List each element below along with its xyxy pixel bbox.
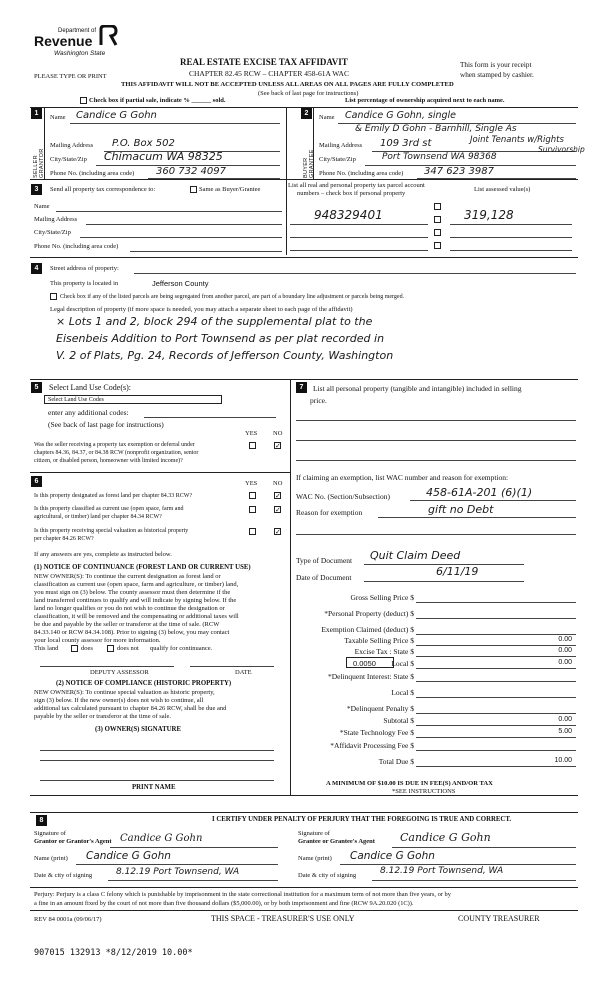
fee-value[interactable]: 0.00 bbox=[558, 647, 572, 654]
additional-codes-label: enter any additional codes: bbox=[48, 408, 129, 417]
fee-label: Subtotal $ bbox=[383, 716, 414, 725]
continuance-4: land transferred continues to qualify and will indicate by signing below. If the bbox=[34, 597, 237, 604]
receipt-line-1: This form is your receipt bbox=[460, 61, 532, 69]
logo-dept: Department of bbox=[58, 28, 97, 34]
fee-label: Local $ bbox=[391, 659, 414, 668]
grantor-sig-label-2: Grantor or Grantor's Agent bbox=[34, 838, 112, 845]
wac-label: WAC No. (Section/Subsection) bbox=[296, 492, 390, 501]
land-use-select[interactable]: Select Land Use Codes bbox=[44, 395, 222, 404]
see-back: (See back of last page for instructions) bbox=[258, 90, 359, 97]
continuance-8: 84.33.140 or RCW 84.34.108). Prior to signing (3) below, you may contact bbox=[34, 629, 230, 636]
section-5-number: 5 bbox=[31, 382, 42, 393]
seller-phone-field[interactable]: 360 732 4097 bbox=[156, 166, 226, 177]
logo-revenue: Revenue bbox=[34, 33, 93, 49]
s6-q3-no-checkbox[interactable]: ✓ bbox=[275, 528, 281, 536]
corr-city-label: City/State/Zip bbox=[34, 229, 71, 236]
county-treasurer: COUNTY TREASURER bbox=[458, 914, 540, 923]
historic-3: additional tax calculated pursuant to chapter 84.26 RCW, shall be due and bbox=[34, 705, 227, 712]
located-in-label: This property is located in bbox=[50, 280, 119, 287]
legal-description-line-3[interactable]: V. 2 of Plats, Pg. 24, Records of Jefferson County, Washington bbox=[56, 349, 394, 362]
s5-q1-yes-checkbox[interactable] bbox=[249, 442, 256, 449]
s5-q1c: citizen, or disabled person, homeowner with limited income)? bbox=[34, 458, 183, 464]
receipt-line-2: when stamped by cashier. bbox=[460, 71, 534, 79]
buyer-city-field[interactable]: Port Townsend WA 98368 bbox=[382, 152, 497, 162]
historic-1: NEW OWNER(S): To continue special valuation as historic property, bbox=[34, 689, 215, 696]
exemption-claim-label: If claiming an exemption, list WAC number and reason for exemption: bbox=[296, 473, 509, 482]
land-does-not-label: does not bbox=[117, 645, 139, 652]
land-use-see-back: (See back of last page for instructions) bbox=[48, 420, 164, 429]
fee-label: *Delinquent Interest: State $ bbox=[327, 672, 414, 681]
buyer-mailing-label: Mailing Address bbox=[319, 142, 363, 149]
assessed-value-field[interactable]: 319,128 bbox=[464, 208, 514, 222]
segregated-checkbox[interactable] bbox=[50, 293, 57, 300]
land-does-label: does bbox=[81, 645, 93, 652]
seller-city-label: City/State/Zip bbox=[50, 156, 87, 163]
grantee-name-label: Name (print) bbox=[298, 855, 332, 862]
s6-q2-yes-checkbox[interactable] bbox=[249, 506, 256, 513]
s6-q1: Is this property designated as forest land per chapter 84.33 RCW? bbox=[34, 493, 193, 499]
partial-sale-checkbox[interactable] bbox=[80, 97, 87, 104]
section-6-number: 6 bbox=[31, 476, 42, 487]
section-2-number: 2 bbox=[301, 108, 312, 119]
fee-label: Total Due $ bbox=[378, 757, 414, 766]
minimum-due: A MINIMUM OF $10.00 IS DUE IN FEE(S) AND/OR TAX bbox=[326, 780, 493, 787]
section-1-number: 1 bbox=[31, 108, 42, 119]
s6-q3b: per chapter 84.26 RCW? bbox=[34, 536, 94, 542]
continuance-3: you must sign on (3) below. The county assessor must then determine if the bbox=[34, 589, 231, 596]
parcel-number-field[interactable]: 948329401 bbox=[314, 208, 383, 222]
grantor-name-label: Name (print) bbox=[34, 855, 68, 862]
grantee-date-label: Date & city of signing bbox=[298, 872, 357, 879]
fee-label: Local $ bbox=[391, 688, 414, 697]
s5-no-header: NO bbox=[273, 430, 283, 437]
personal-property-label-2: price. bbox=[310, 396, 327, 405]
buyer-city-label: City/State/Zip bbox=[319, 156, 356, 163]
form-title: REAL ESTATE EXCISE TAX AFFIDAVIT bbox=[180, 57, 348, 67]
fee-value[interactable]: 10.00 bbox=[554, 757, 572, 764]
deputy-assessor: DEPUTY ASSESSOR bbox=[90, 669, 149, 676]
section-4-number: 4 bbox=[31, 263, 42, 274]
seller-mailing-label: Mailing Address bbox=[50, 142, 94, 149]
s5-q1b: chapters 84.36, 84.37, or 84.38 RCW (nonprofit organization, senior bbox=[34, 450, 199, 456]
s5-yes-header: YES bbox=[245, 430, 258, 437]
cashier-stamp: 907015 132913 *8/12/2019 10.00* bbox=[34, 948, 193, 958]
treasurer-space: THIS SPACE - TREASURER'S USE ONLY bbox=[211, 914, 355, 923]
buyer-phone-label: Phone No. (including area code) bbox=[319, 170, 404, 177]
doc-date-label: Date of Document bbox=[296, 573, 352, 582]
section-7-number: 7 bbox=[296, 382, 307, 393]
s6-q1-yes-checkbox[interactable] bbox=[249, 492, 256, 499]
historic-title: (2) NOTICE OF COMPLIANCE (HISTORIC PROPERTY) bbox=[56, 680, 232, 687]
corr-phone-label: Phone No. (including area code) bbox=[34, 243, 119, 250]
grantee-signature[interactable]: Candice G Gohn bbox=[400, 831, 491, 844]
grantor-name-field[interactable]: Candice G Gohn bbox=[86, 850, 171, 862]
fee-label: Exemption Claimed (deduct) $ bbox=[321, 625, 414, 634]
continuance-6: classification, it will be removed and the compensating or additional taxes will bbox=[34, 613, 239, 620]
land-does-checkbox[interactable] bbox=[71, 645, 78, 652]
seller-phone-label: Phone No. (including area code) bbox=[50, 170, 135, 177]
seller-mailing-field[interactable]: P.O. Box 502 bbox=[112, 138, 175, 149]
doc-type-field[interactable]: Quit Claim Deed bbox=[370, 549, 461, 562]
perjury-line-2: a fine in an amount fixed by the court of not more than five thousand dollars ($5,000.00), or by both imprisonment and fine (RCW 9A.20.020 (1C)). bbox=[34, 900, 414, 907]
parcel-head-1: List all real and personal property tax parcel account bbox=[288, 182, 425, 189]
local-rate-box[interactable]: 0.0050 bbox=[346, 657, 394, 668]
buyer-side-label: BUYER GRANTEE bbox=[303, 149, 315, 178]
section-3-number: 3 bbox=[31, 184, 42, 195]
print-note: PLEASE TYPE OR PRINT bbox=[34, 73, 107, 80]
parcel-head-2: numbers – check box if personal property bbox=[297, 190, 406, 197]
form-warning: THIS AFFIDAVIT WILL NOT BE ACCEPTED UNLESS ALL AREAS ON ALL PAGES ARE FULLY COMPLETED bbox=[121, 81, 454, 88]
corr-name-label: Name bbox=[34, 203, 50, 210]
personal-property-checkbox-3[interactable] bbox=[434, 229, 441, 236]
s6-q2a: Is this property classified as current use (open space, farm and bbox=[34, 506, 184, 512]
seller-side-label: SELLER GRANTOR bbox=[33, 148, 45, 178]
perjury-line-1: Perjury: Perjury is a class C felony which is punishable by imprisonment in the state correctional institution for a maximum term of not more than five years, or by bbox=[34, 891, 451, 898]
reason-field[interactable]: gift no Debt bbox=[428, 503, 494, 516]
land-use-label: Select Land Use Code(s): bbox=[49, 383, 131, 392]
grantor-date-label: Date & city of signing bbox=[34, 872, 93, 879]
continuance-2: classification as current use (open space, farm and agriculture, or timber) land, bbox=[34, 581, 239, 588]
continuance-7: be due and payable by the seller or transferor at the time of sale. (RCW bbox=[34, 621, 220, 628]
personal-property-checkbox-2[interactable] bbox=[434, 216, 441, 223]
fee-label: *State Technology Fee $ bbox=[339, 728, 414, 737]
grantee-name-field[interactable]: Candice G Gohn bbox=[350, 850, 435, 862]
seller-city-field[interactable]: Chimacum WA 98325 bbox=[104, 150, 223, 163]
qualify-label: qualify for continuance. bbox=[150, 645, 213, 652]
print-name: PRINT NAME bbox=[132, 784, 176, 791]
send-correspondence-label: Send all property tax correspondence to: bbox=[50, 186, 156, 193]
buyer-survivorship: Survivorship bbox=[538, 145, 585, 154]
section-8-number: 8 bbox=[36, 815, 47, 826]
grantee-date-field[interactable]: 8.12.19 Port Townsend, WA bbox=[380, 866, 504, 876]
buyer-name-field-2[interactable]: & Emily D Gohn - Barnhill, Single As bbox=[355, 124, 517, 134]
fee-label: *Personal Property (deduct) $ bbox=[324, 609, 414, 618]
partial-sale-label: Check box if partial sale, indicate % ______ sold. bbox=[89, 97, 226, 104]
this-land-label: This land bbox=[34, 645, 59, 652]
historic-4: payable by the seller or transferor at the time of sale. bbox=[34, 713, 171, 720]
personal-property-checkbox-1[interactable] bbox=[434, 203, 441, 210]
same-as-buyer-checkbox[interactable] bbox=[190, 186, 197, 193]
doc-type-label: Type of Document bbox=[296, 556, 353, 565]
legal-description-label: Legal description of property (if more space is needed, you may attach a separate sheet to each page of the affidavit) bbox=[50, 306, 353, 313]
assessed-head: List assessed value(s) bbox=[474, 186, 531, 193]
reason-label: Reason for exemption bbox=[296, 508, 363, 517]
logo-mark-icon bbox=[98, 25, 118, 47]
fee-label: Excise Tax : State $ bbox=[354, 647, 414, 656]
s6-q1-no-checkbox[interactable]: ✓ bbox=[275, 492, 281, 500]
s5-q1-no-checkbox[interactable]: ✓ bbox=[275, 442, 281, 450]
rev-number: REV 84 0001a (09/06/17) bbox=[34, 916, 102, 923]
fee-label: Gross Selling Price $ bbox=[350, 593, 414, 602]
buyer-name-label: Name bbox=[319, 114, 335, 121]
see-instructions: *SEE INSTRUCTIONS bbox=[392, 788, 456, 795]
legal-description-line-2[interactable]: Eisenbeis Addition to Port Townsend as per plat recorded in bbox=[56, 332, 385, 345]
personal-property-label-1: List all personal property (tangible and intangible) included in selling bbox=[313, 384, 522, 393]
personal-property-checkbox-4[interactable] bbox=[434, 242, 441, 249]
s6-q2b: agricultural, or timber) land per chapter 84.34 RCW? bbox=[34, 514, 162, 520]
continuance-9: your local county assessor for more information. bbox=[34, 637, 161, 644]
fee-label: Taxable Selling Price $ bbox=[344, 636, 414, 645]
s6-yes-header: YES bbox=[245, 480, 258, 487]
deputy-date: DATE bbox=[235, 669, 252, 676]
grantee-sig-label-1: Signature of bbox=[298, 830, 330, 837]
certify-label: I CERTIFY UNDER PENALTY OF PERJURY THAT THE FOREGOING IS TRUE AND CORRECT. bbox=[212, 816, 512, 823]
segregated-label: Check box if any of the listed parcels are being segregated from another parcel, are part of a boundary line adjustment or parcels being merged. bbox=[60, 294, 405, 300]
seller-name-field[interactable]: Candice G Gohn bbox=[76, 110, 157, 121]
corr-mailing-label: Mailing Address bbox=[34, 216, 78, 223]
logo-state: Washington State bbox=[54, 50, 106, 57]
grantee-sig-label-2: Grantee or Grantee's Agent bbox=[298, 838, 375, 845]
fee-value[interactable]: 0.00 bbox=[558, 659, 572, 666]
land-does-not-checkbox[interactable] bbox=[107, 645, 114, 652]
buyer-name-field[interactable]: Candice G Gohn, single bbox=[345, 110, 456, 121]
any-yes-note: If any answers are yes, complete as instructed below. bbox=[34, 551, 172, 558]
buyer-phone-field[interactable]: 347 623 3987 bbox=[424, 166, 494, 177]
continuance-1: NEW OWNER(S): To continue the current designation as forest land or bbox=[34, 573, 221, 580]
fee-value[interactable]: 0.00 bbox=[558, 716, 572, 723]
s6-q3a: Is this property receiving special valuation as historical property bbox=[34, 528, 189, 534]
form-chapter: CHAPTER 82.45 RCW – CHAPTER 458-61A WAC bbox=[189, 69, 349, 78]
owner-signature-title: (3) OWNER(S) SIGNATURE bbox=[95, 726, 181, 733]
revenue-logo bbox=[34, 25, 124, 65]
legal-description-line-1[interactable]: × Lots 1 and 2, block 294 of the supplemental plat to the bbox=[56, 315, 373, 328]
percent-ownership: List percentage of ownership acquired next to each name. bbox=[345, 97, 505, 104]
buyer-mailing-field[interactable]: 109 3rd st bbox=[380, 138, 432, 149]
seller-name-label: Name bbox=[50, 114, 66, 121]
buyer-joint-tenants: Joint Tenants w/Rights bbox=[470, 135, 564, 145]
grantor-date-field[interactable]: 8.12.19 Port Townsend, WA bbox=[116, 867, 240, 877]
doc-date-field[interactable]: 6/11/19 bbox=[436, 565, 479, 578]
continuance-5: land no longer qualifies or you do not wish to continue the designation or bbox=[34, 605, 225, 612]
fee-value[interactable]: 5.00 bbox=[558, 728, 572, 735]
fee-label: *Delinquent Penalty $ bbox=[346, 704, 414, 713]
wac-field[interactable]: 458-61A-201 (6)(1) bbox=[426, 486, 533, 499]
grantor-signature[interactable]: Candice G Gohn bbox=[120, 833, 203, 844]
s6-no-header: NO bbox=[273, 480, 283, 487]
fee-value[interactable]: 0.00 bbox=[558, 636, 572, 643]
street-address-label: Street address of property: bbox=[50, 265, 119, 272]
historic-2: sign (3) below. If the new owner(s) does not wish to continue, all bbox=[34, 697, 204, 704]
fee-label: *Affidavit Processing Fee $ bbox=[330, 741, 414, 750]
same-as-buyer-label: Same as Buyer/Grantee bbox=[199, 186, 261, 193]
s6-q2-no-checkbox[interactable]: ✓ bbox=[275, 506, 281, 514]
s5-q1a: Was the seller receiving a property tax exemption or deferral under bbox=[34, 442, 195, 448]
s6-q3-yes-checkbox[interactable] bbox=[249, 528, 256, 535]
continuance-title: (1) NOTICE OF CONTINUANCE (FOREST LAND OR CURRENT USE) bbox=[34, 564, 251, 571]
county-value: Jefferson County bbox=[152, 279, 209, 288]
grantor-sig-label-1: Signature of bbox=[34, 830, 66, 837]
